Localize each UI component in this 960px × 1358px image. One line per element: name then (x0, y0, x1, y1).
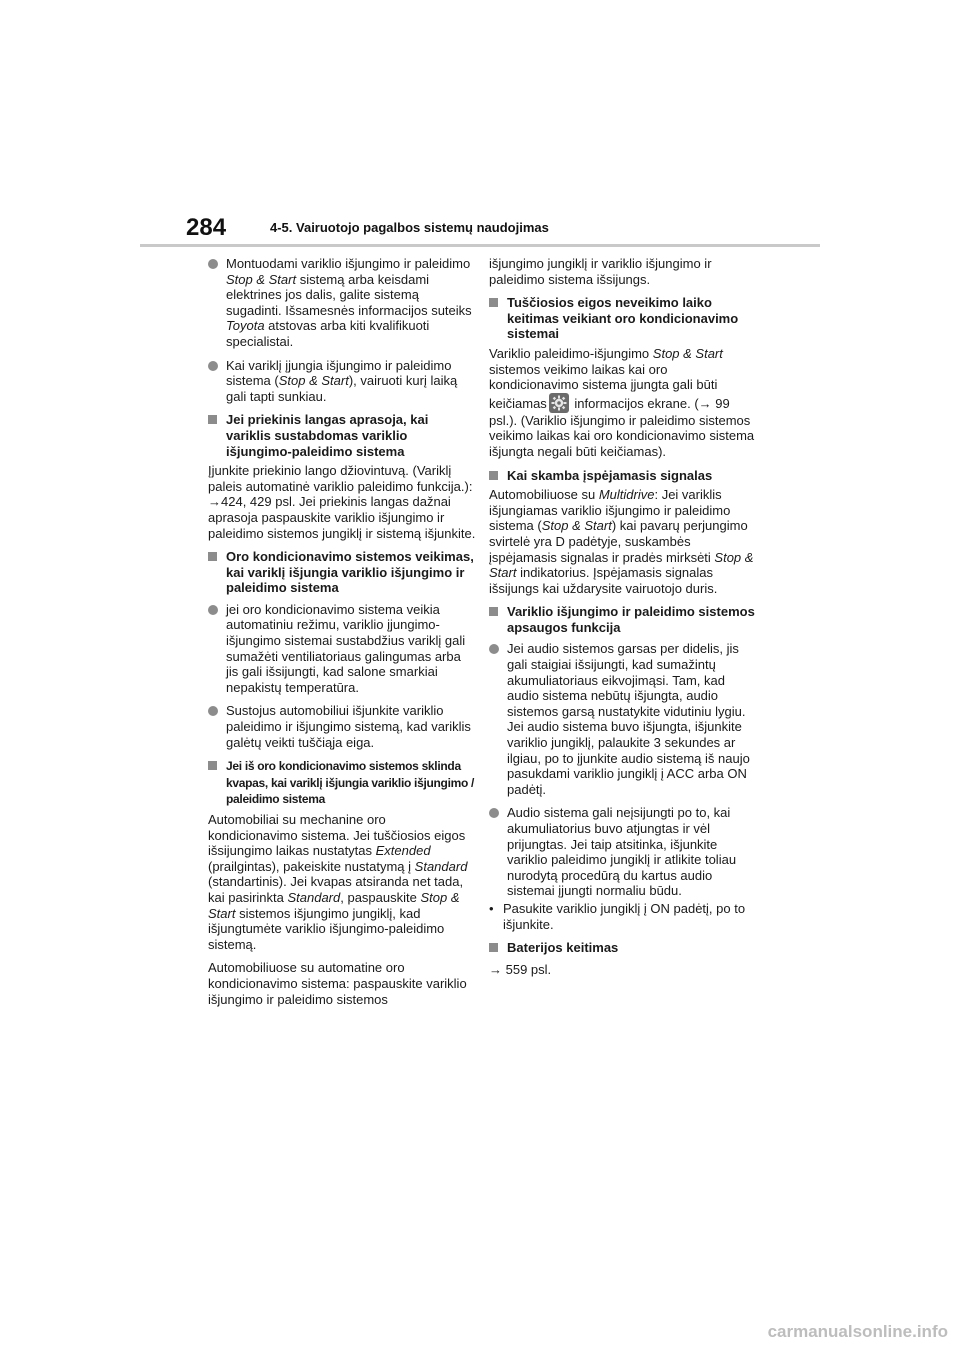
circle-bullet-icon (208, 602, 224, 619)
dot-bullet-icon: • (489, 900, 494, 916)
paragraph: išjungimo jungiklį ir variklio išjungimo ir paleidimo sistema išsijungs. (489, 256, 712, 287)
text-run: ), vairuoti kurį laiką gali tapti sunkiau. (226, 373, 458, 404)
subheading (489, 295, 757, 342)
right-column (489, 256, 757, 985)
page-number: 284 (186, 214, 227, 241)
subheading (489, 468, 757, 484)
square-heading-icon (208, 758, 224, 774)
subheading (489, 604, 757, 635)
subheading (208, 412, 476, 459)
paragraph: Automobiliuose su automatine oro kondicionavimo sistema: paspauskite variklio išjungimo ir paleidimo sistemos (208, 960, 467, 1007)
subheading-text: Jei iš oro kondicionavimo sistemos sklinda kvapas, kai variklį išjungia variklio išjungimo / paleidimo sistema (226, 759, 475, 807)
page-reference: → 559 psl. (489, 961, 552, 977)
sub-bullet (489, 901, 757, 932)
italic-term: Stop & Start (208, 889, 460, 921)
text-run: Variklio paleidimo-išjungimo (489, 345, 653, 361)
bullet-text: Sustojus automobiliui išjunkite variklio paleidimo ir išjungimo sistemą, kad variklis galėtų veikti tuščiąja eiga. (226, 703, 471, 750)
subheading-text: Variklio išjungimo ir paleidimo sistemos apsaugos funkcija (507, 604, 755, 635)
text-run: sistemos veikimo laikas kai oro kondicionavimo sistema įjungta gali būti keičiamas (489, 361, 718, 411)
header-rule (140, 244, 820, 247)
square-heading-icon (489, 295, 505, 311)
left-column (208, 256, 476, 1007)
circle-bullet-icon (208, 358, 224, 375)
italic-term: Multidrive (598, 487, 655, 503)
bullet-text (226, 358, 457, 404)
watermark: carmanualsonline.info (767, 1322, 948, 1341)
section-title: 4-5. Vairuotojo pagalbos sistemų naudojimas (270, 220, 549, 235)
text-run: sistemos išjungimo jungiklį, kad išjungtumėte variklio išjungimo-paleidimo sistemą. (208, 905, 445, 952)
italic-term: Toyota (226, 318, 265, 334)
italic-term: Extended (375, 843, 431, 859)
italic-term: Standard (414, 858, 468, 874)
italic-term: Stop & Start (541, 518, 612, 534)
circle-bullet-icon (208, 703, 224, 720)
paragraph (489, 487, 757, 596)
text-run: indikatorius. Įspėjamasis signalas išsijungs kai uždarysite vairuotojo duris. (489, 565, 718, 596)
subheading (208, 549, 476, 596)
bullet-text (226, 256, 472, 349)
bullet-text: jei oro kondicionavimo sistema veikia automatiniu režimu, variklio įjungimo-išjungimo sistemai sustabdžius variklį gali sumažėti ventiliatoriaus galingumas arba jis gali išsijungti, kad salone smarkiai nepakistų temperatūra. (226, 601, 466, 695)
italic-term: Stop & Start (489, 549, 754, 581)
bullet-item (489, 805, 757, 899)
paragraph: Įjunkite priekinio lango džiovintuvą. (Variklį paleis automatinė variklio paleidimo funkcija.): →424, 429 psl. Jei priekinis langas dažnai aprasoja paspauskite variklio išjungimo ir paleidimo sistemos jungiklį ir sistemą išjunkite. (208, 463, 476, 541)
bullet-text: Jei audio sistemos garsas per didelis, jis gali staigiai išsijungti, kad sumažintų akumuliatoriaus eikvojimąsi. Tam, kad audio sistema nebūtų išjungta, audio sistemos garsą nustatykite vidutiniu lygiu. Jei audio sistema buvo išjungta, išjunkite variklio jungiklį, palaukite 3 sekundes ar ilgiau, po to įjunkite audio sistemą iš naujo pasukdami variklio jungiklį į ACC arba ON padėtį. (507, 641, 750, 797)
circle-bullet-icon (489, 641, 505, 658)
paragraph-text: informacijos ekrane. (→ 99 psl.). (Variklio išjungimo ir paleidimo sistemos veikimo laikas kai oro kondicionavimo sistema išjungta negali būti keičiamas). (489, 395, 755, 459)
text-run: : Jei variklis išjungiamas variklio išjungimo ir paleidimo sistema ( (489, 487, 731, 534)
text-run: atstovas arba kiti kvalifikuoti specialistai. (226, 318, 430, 349)
bullet-item (208, 256, 476, 350)
bullet-item (208, 602, 476, 696)
bullet-item (208, 703, 476, 750)
bullet-text: Audio sistema gali neįsijungti po to, kai akumuliatorius buvo atjungtas ir vėl prijungtas. Jei taip atsitinka, išjunkite variklio paleidimo jungiklį ir atlikite toliau nurodytą procedūrą du kartus audio sistemai įjungti normaliu būdu. (507, 805, 737, 899)
paragraph (489, 346, 757, 460)
text-run: Automobiliuose su (489, 487, 599, 503)
square-heading-icon (208, 549, 224, 565)
text-run: (prailgintas), pakeiskite nustatymą į (208, 858, 415, 874)
subheading-text: Baterijos keitimas (507, 940, 619, 956)
text-run: (standartinis). Jei kvapas atsiranda net tada, kai pasirinkta (208, 874, 464, 905)
gear-icon (549, 393, 569, 413)
square-heading-icon (489, 604, 505, 620)
square-heading-icon (489, 468, 505, 484)
subheading (208, 758, 476, 808)
subheading-text: Oro kondicionavimo sistemos veikimas, kai variklį išjungia variklio išjungimo ir paleidimo sistema (226, 549, 474, 596)
subheading (489, 940, 757, 956)
text-run: Montuodami variklio išjungimo ir paleidimo (226, 256, 471, 271)
square-heading-icon (208, 412, 224, 428)
circle-bullet-icon (208, 256, 224, 273)
text-run: , paspauskite (340, 889, 421, 905)
text-run: ) kai pavarų perjungimo svirtelė yra D padėtyje, suskambės įspėjamasis signalas ir pradės mirksėti (489, 518, 748, 565)
italic-term: Stop & Start (652, 345, 723, 361)
subheading-text: Kai skamba įspėjamasis signalas (507, 467, 713, 483)
italic-term: Stop & Start (226, 271, 297, 287)
circle-bullet-icon (489, 805, 505, 822)
subheading-text: Tuščiosios eigos neveikimo laiko keitimas veikiant oro kondicionavimo sistemai (507, 295, 739, 342)
text-run: sistemą arba keisdami elektrines jos dalis, galite sistemą sugadinti. Išsamesnės informacijos suteiks (226, 271, 472, 318)
text-run: Automobiliai su mechanine oro kondicionavimo sistema. Jei tuščiosios eigos išsijungimo laikas nustatytas (208, 812, 466, 859)
page-header (186, 214, 820, 248)
sub-bullet-text: Pasukite variklio jungiklį į ON padėtį, po to išjunkite. (503, 900, 746, 932)
bullet-item (489, 641, 757, 797)
square-heading-icon (489, 940, 505, 956)
subheading-text: Jei priekinis langas aprasoja, kai variklis sustabdomas variklio išjungimo-paleidimo sistema (226, 412, 429, 459)
italic-term: Standard (287, 889, 341, 905)
paragraph (208, 812, 476, 952)
text-run: Kai variklį įjungia išjungimo ir paleidimo sistema ( (226, 357, 452, 389)
italic-term: Stop & Start (278, 373, 349, 389)
bullet-item (208, 358, 476, 405)
